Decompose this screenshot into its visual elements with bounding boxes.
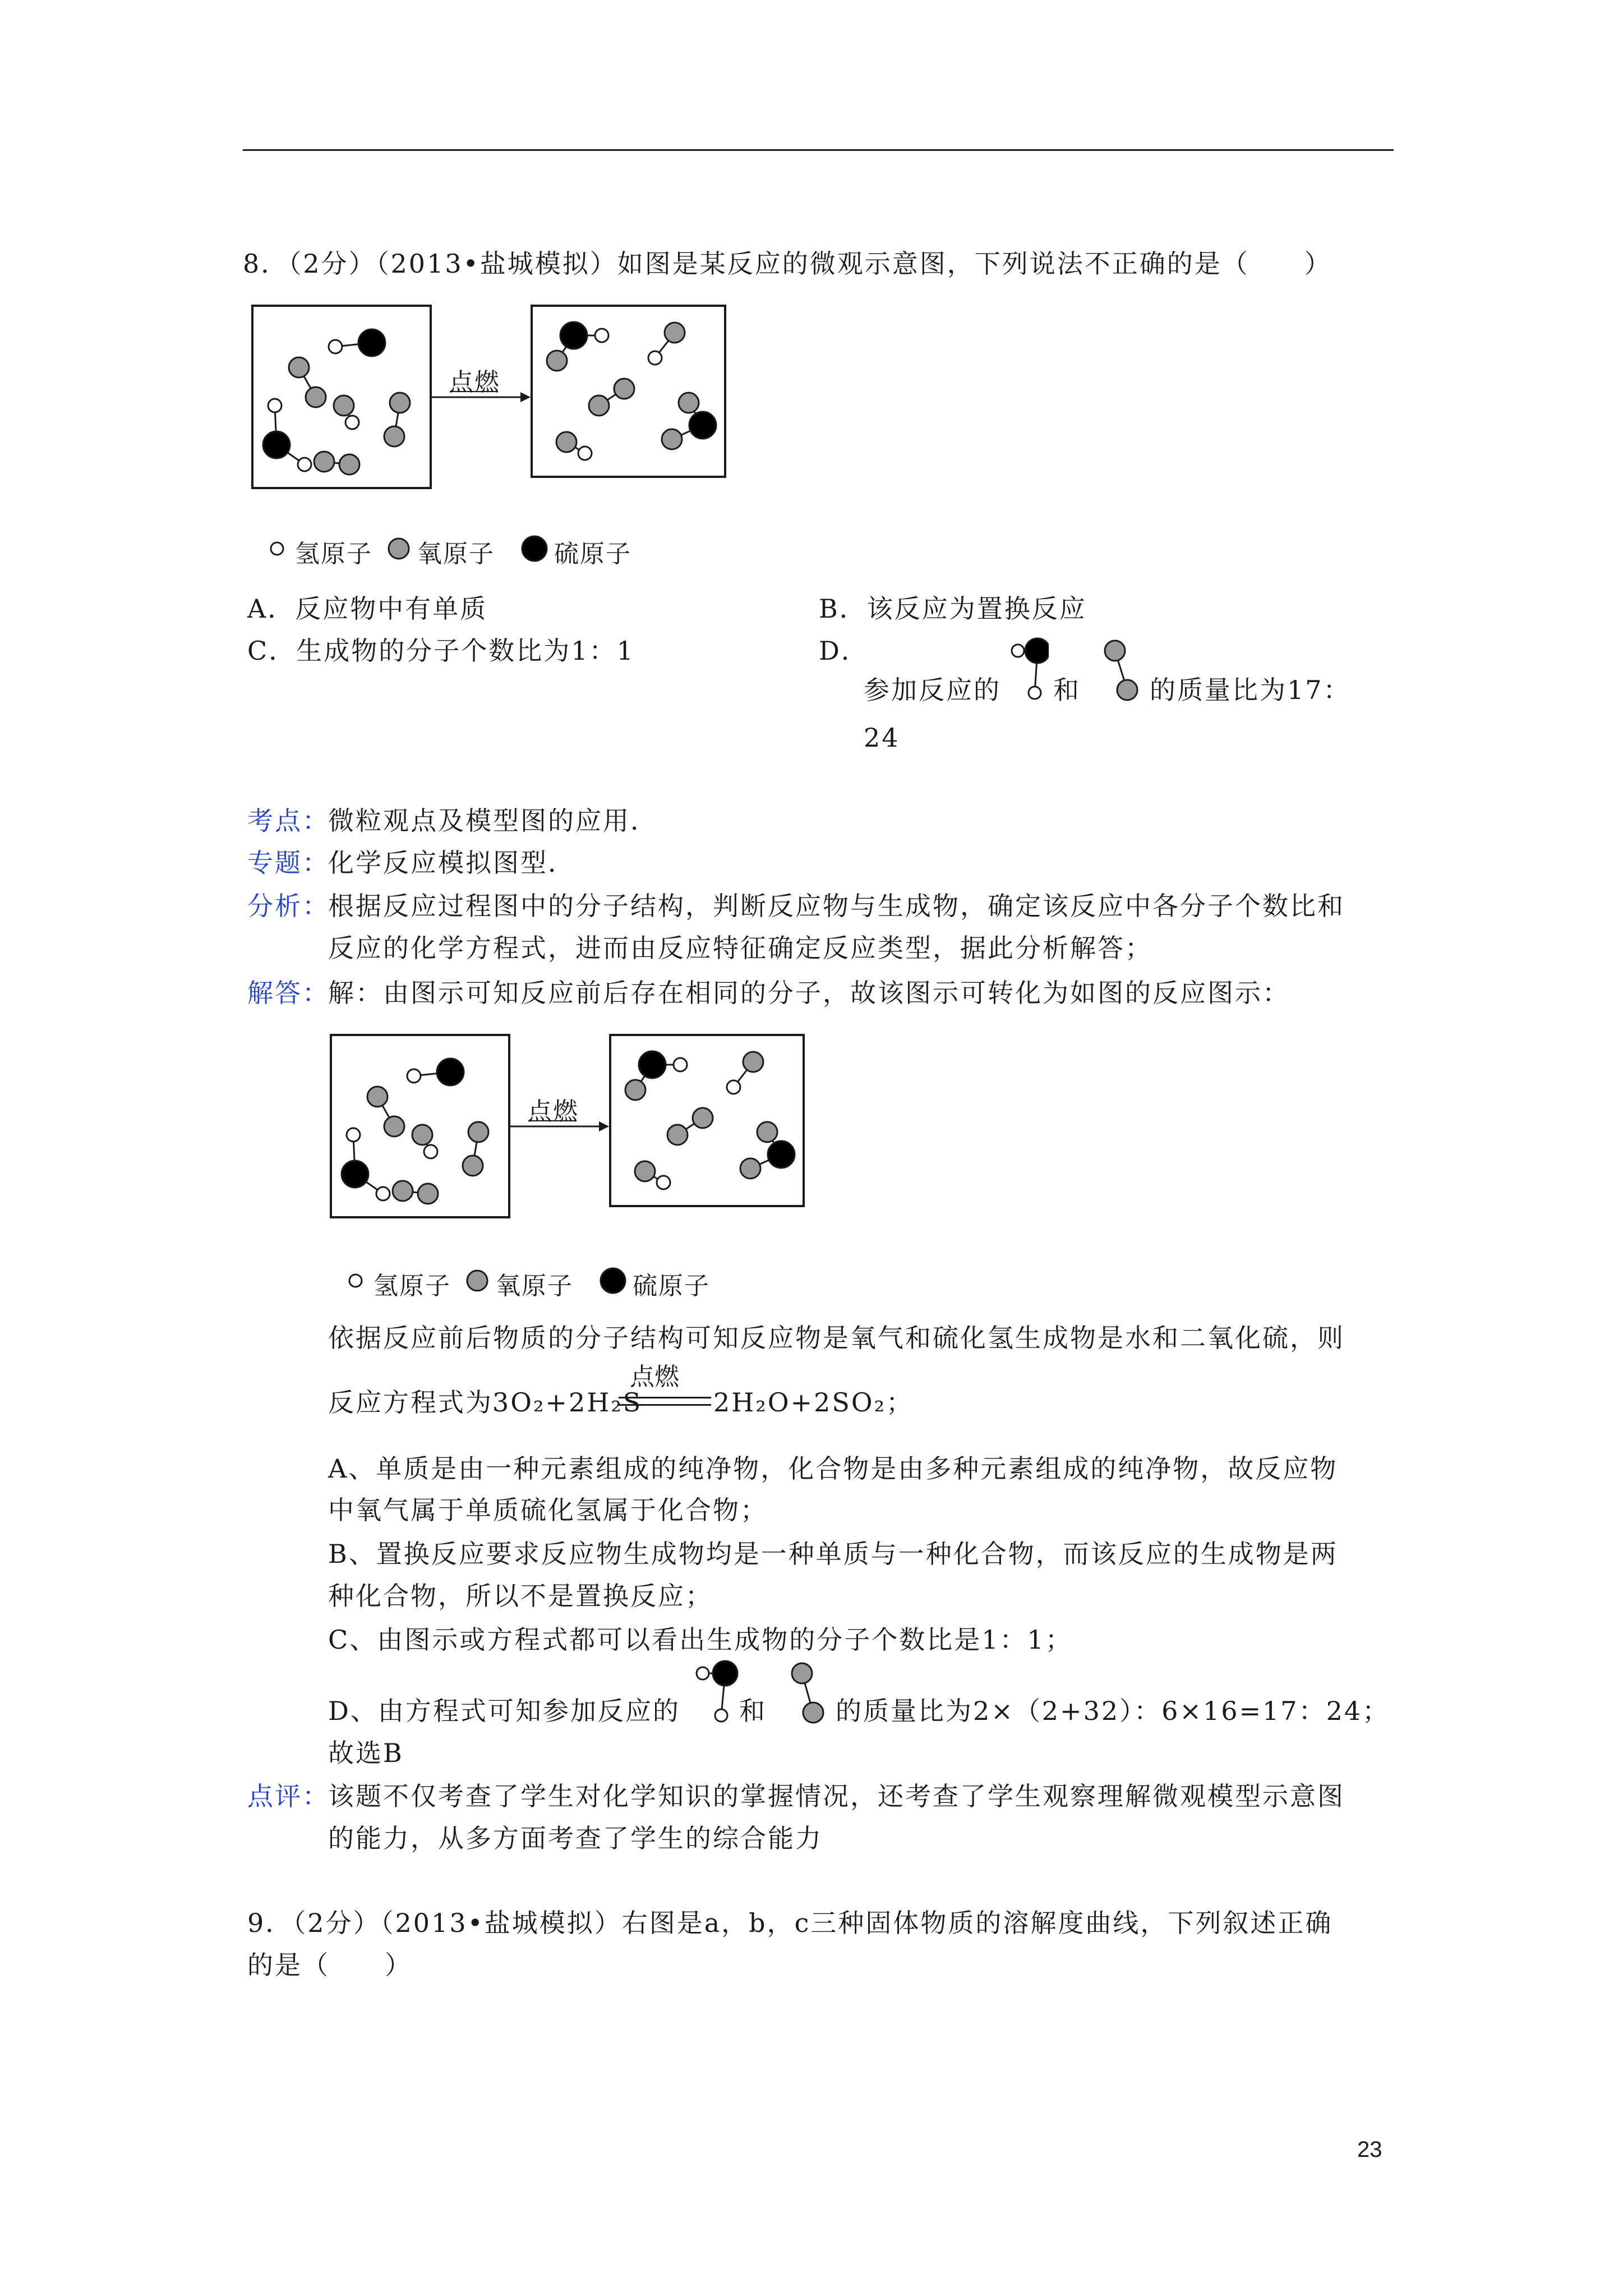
jieda-label: 解答： [247,978,330,1008]
fenxi-line-2: 反应的化学方程式，进而由反应特征确定反应类型，据此分析解答； [328,933,1152,963]
question-9-line-1: 9．（2分）（2013•盐城模拟）右图是a，b，c三种固体物质的溶解度曲线，下列叙述正确 [247,1908,1333,1938]
analysis-paragraph: 依据反应前后物质的分子结构可知反应物是氧气和硫化氢生成物是水和二氧化硫，则 [328,1323,1345,1353]
page-number: 23 [1357,2137,1382,2162]
option-d-and: 和 [1053,675,1081,705]
arrow-condition-label-2: 点燃 [527,1097,579,1126]
option-a: A．反应物中有单质 [247,593,488,624]
conclusion: 故选B [328,1738,404,1768]
equation-right: 2H₂O+2SO₂； [713,1387,914,1418]
legend-hydrogen-2: 氢原子 [374,1272,451,1300]
explanation-d-and: 和 [739,1696,767,1726]
dianping-line-2: 的能力，从多方面考查了学生的综合能力 [328,1823,823,1853]
fenxi-line-1: 根据反应过程图中的分子结构，判断反应物与生成物，确定该反应中各分子个数比和 [328,891,1345,921]
legend-sulfur: 硫原子 [554,540,631,568]
legend-oxygen: 氧原子 [417,540,495,568]
option-d-line2: 24 [864,723,900,753]
reaction-diagram-1 [251,305,734,568]
zhuanti-text: 化学反应模拟图型． [328,848,575,878]
equation-equals-sign [619,1397,711,1406]
kaodian-text: 微粒观点及模型图的应用． [328,806,658,836]
explanation-b-line-2: 种化合物，所以不是置换反应； [328,1581,713,1611]
equation-left: 3O₂+2H₂S [492,1387,643,1418]
option-b: B．该反应为置换反应 [819,593,1087,624]
dianping-label: 点评： [247,1781,330,1811]
legend-oxygen-2: 氧原子 [496,1272,573,1300]
reaction-diagram-svg [251,305,734,563]
explanation-b-line-1: B、置换反应要求反应物生成物均是一种单质与一种化合物，而该反应的生成物是两 [328,1539,1338,1569]
legend-hydrogen: 氢原子 [295,540,372,568]
dianping-line-1: 该题不仅考查了学生对化学知识的掌握情况，还考查了学生观察理解微观模型示意图 [328,1781,1345,1811]
header-rule [243,149,1394,151]
reaction-diagram-2-svg [330,1034,812,1303]
option-d-text: 参加反应的 [864,675,1001,705]
legend-sulfur-2: 硫原子 [633,1272,710,1300]
h2s-molecule-icon [1004,634,1049,707]
o2-molecule-icon-2 [782,1658,827,1731]
option-d-tail: 的质量比为17： [1150,675,1351,705]
equation-prefix: 反应方程式为 [328,1387,493,1418]
option-d-label: D． [819,636,869,666]
explanation-d-post: 的质量比为2×（2+32）：6×16=17：24； [836,1696,1390,1726]
explanation-a-line-1: A、单质是由一种元素组成的纯净物，化合物是由多种元素组成的纯净物，故反应物 [328,1453,1338,1484]
zhuanti-label: 专题： [247,848,330,878]
fenxi-label: 分析： [247,891,330,921]
explanation-c: C、由图示或方程式都可以看出生成物的分子个数比是1：1； [328,1625,1073,1655]
o2-molecule-icon [1099,634,1144,707]
jieda-line-1: 解：由图示可知反应前后存在相同的分子，故该图示可转化为如图的反应图示： [328,978,1290,1008]
kaodian-label: 考点： [247,806,330,836]
arrow-condition-label: 点燃 [449,368,500,397]
option-c: C．生成物的分子个数比为1：1 [247,636,635,666]
explanation-a-line-2: 中氧气属于单质硫化氢属于化合物； [328,1495,768,1525]
question-9-line-2: 的是（ ） [247,1950,412,1980]
equation-condition: 点燃 [630,1363,679,1391]
question-8-stem: 8．（2分）（2013•盐城模拟）如图是某反应的微观示意图，下列说法不正确的是（ ） [243,249,1332,279]
explanation-d-pre: D、由方程式可知参加反应的 [328,1696,680,1726]
h2s-molecule-icon-2 [689,1658,739,1731]
reaction-diagram-2 [330,1034,812,1303]
